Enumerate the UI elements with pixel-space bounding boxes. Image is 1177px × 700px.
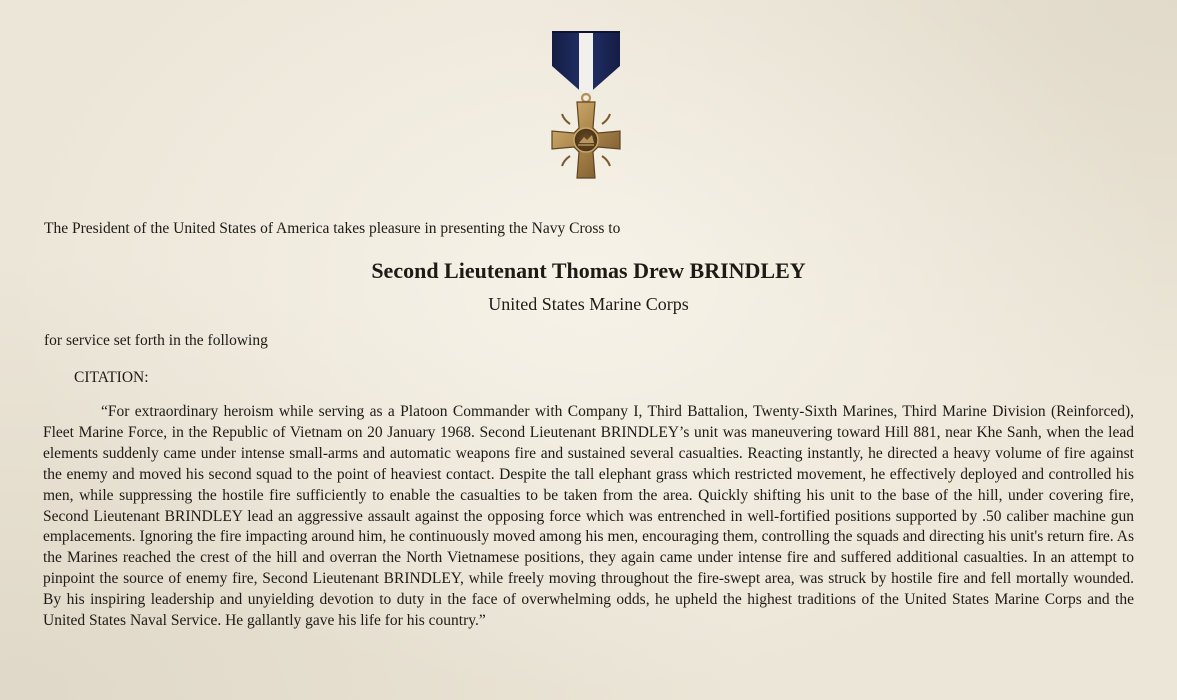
citation-heading: CITATION: bbox=[74, 369, 149, 386]
presentation-intro: The President of the United States of America takes pleasure in presenting the Navy Cross to bbox=[44, 220, 621, 237]
recipient-name: Second Lieutenant Thomas Drew BRINDLEY bbox=[371, 258, 806, 283]
service-branch: United States Marine Corps bbox=[488, 294, 689, 314]
navy-cross-medal-icon bbox=[548, 30, 624, 182]
citation-text: “For extraordinary heroism while serving as a Platoon Commander with Company I, Third Battalion, Twenty-Sixth Marines, Third Marine Division (Reinforced), Fleet Marine Force, in the Republic of Vietnam on 20 January 1968. Second Lieutenant BRINDLEY’s unit was maneuvering toward Hill 881, near Khe Sanh, when the lead elements suddenly came under intense small-arms and automatic weapons fire and sustained several casualties. Reacting instantly, he directed a heavy volume of fire against the enemy and moved his second squad to the point of heaviest contact. Despite the tall elephant grass which restricted movement, he effectively deployed and controlled his men, while suppressing the hostile fire sufficiently to enable the casualties to be taken from the area. Quickly shifting his unit to the base of the hill, under covering fire, Second Lieutenant BRINDLEY lead an aggressive assault against the opposing force which was entrenched in well-fortified positions supported by .50 caliber machine gun emplacements. Ignoring the fire impacting around him, he continuously moved among his men, encouraging them, controlling the squads and directing his unit's return fire. As the Marines reached the crest of the hill and overran the North Vietnamese positions, they again came under intense fire and suffered additional casualties. In an attempt to pinpoint the source of enemy fire, Second Lieutenant BRINDLEY, while freely moving throughout the fire-swept area, was struck by hostile fire and fell mortally wounded. By his inspiring leadership and unyielding devotion to duty in the face of overwhelming odds, he upheld the highest traditions of the United States Marine Corps and the United States Naval Service. He gallantly gave his life for his country.” bbox=[43, 403, 1134, 630]
service-statement: for service set forth in the following bbox=[44, 332, 268, 349]
